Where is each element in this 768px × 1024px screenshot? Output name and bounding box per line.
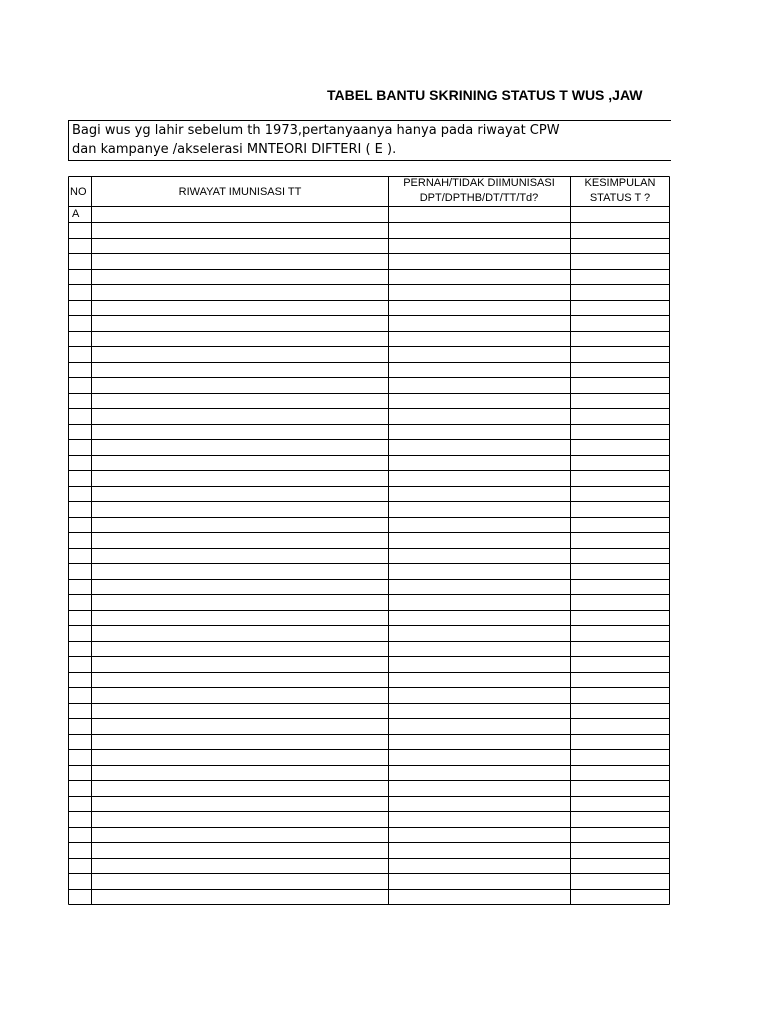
header-no: NO bbox=[70, 186, 87, 198]
first-row-no: A bbox=[72, 208, 80, 220]
note-line-2: dan kampanye /akselerasi MNTEORI DIFTERI ( E ). bbox=[72, 142, 397, 157]
header-kesimpulan-line-2: STATUS T ? bbox=[589, 192, 651, 204]
header-pernah-line-1: PERNAH/TIDAK DIIMUNISASI bbox=[403, 177, 555, 189]
page-title: TABEL BANTU SKRINING STATUS T WUS ,JAW bbox=[327, 87, 643, 103]
note-line-1: Bagi wus yg lahir sebelum th 1973,pertanyaanya hanya pada riwayat CPW bbox=[72, 123, 560, 138]
header-kesimpulan-line-1: KESIMPULAN bbox=[584, 177, 656, 189]
header-pernah-line-2: DPT/DPTHB/DT/TT/Td? bbox=[419, 192, 539, 204]
header-riwayat: RIWAYAT IMUNISASI TT bbox=[178, 186, 302, 198]
table-grid bbox=[69, 177, 670, 905]
